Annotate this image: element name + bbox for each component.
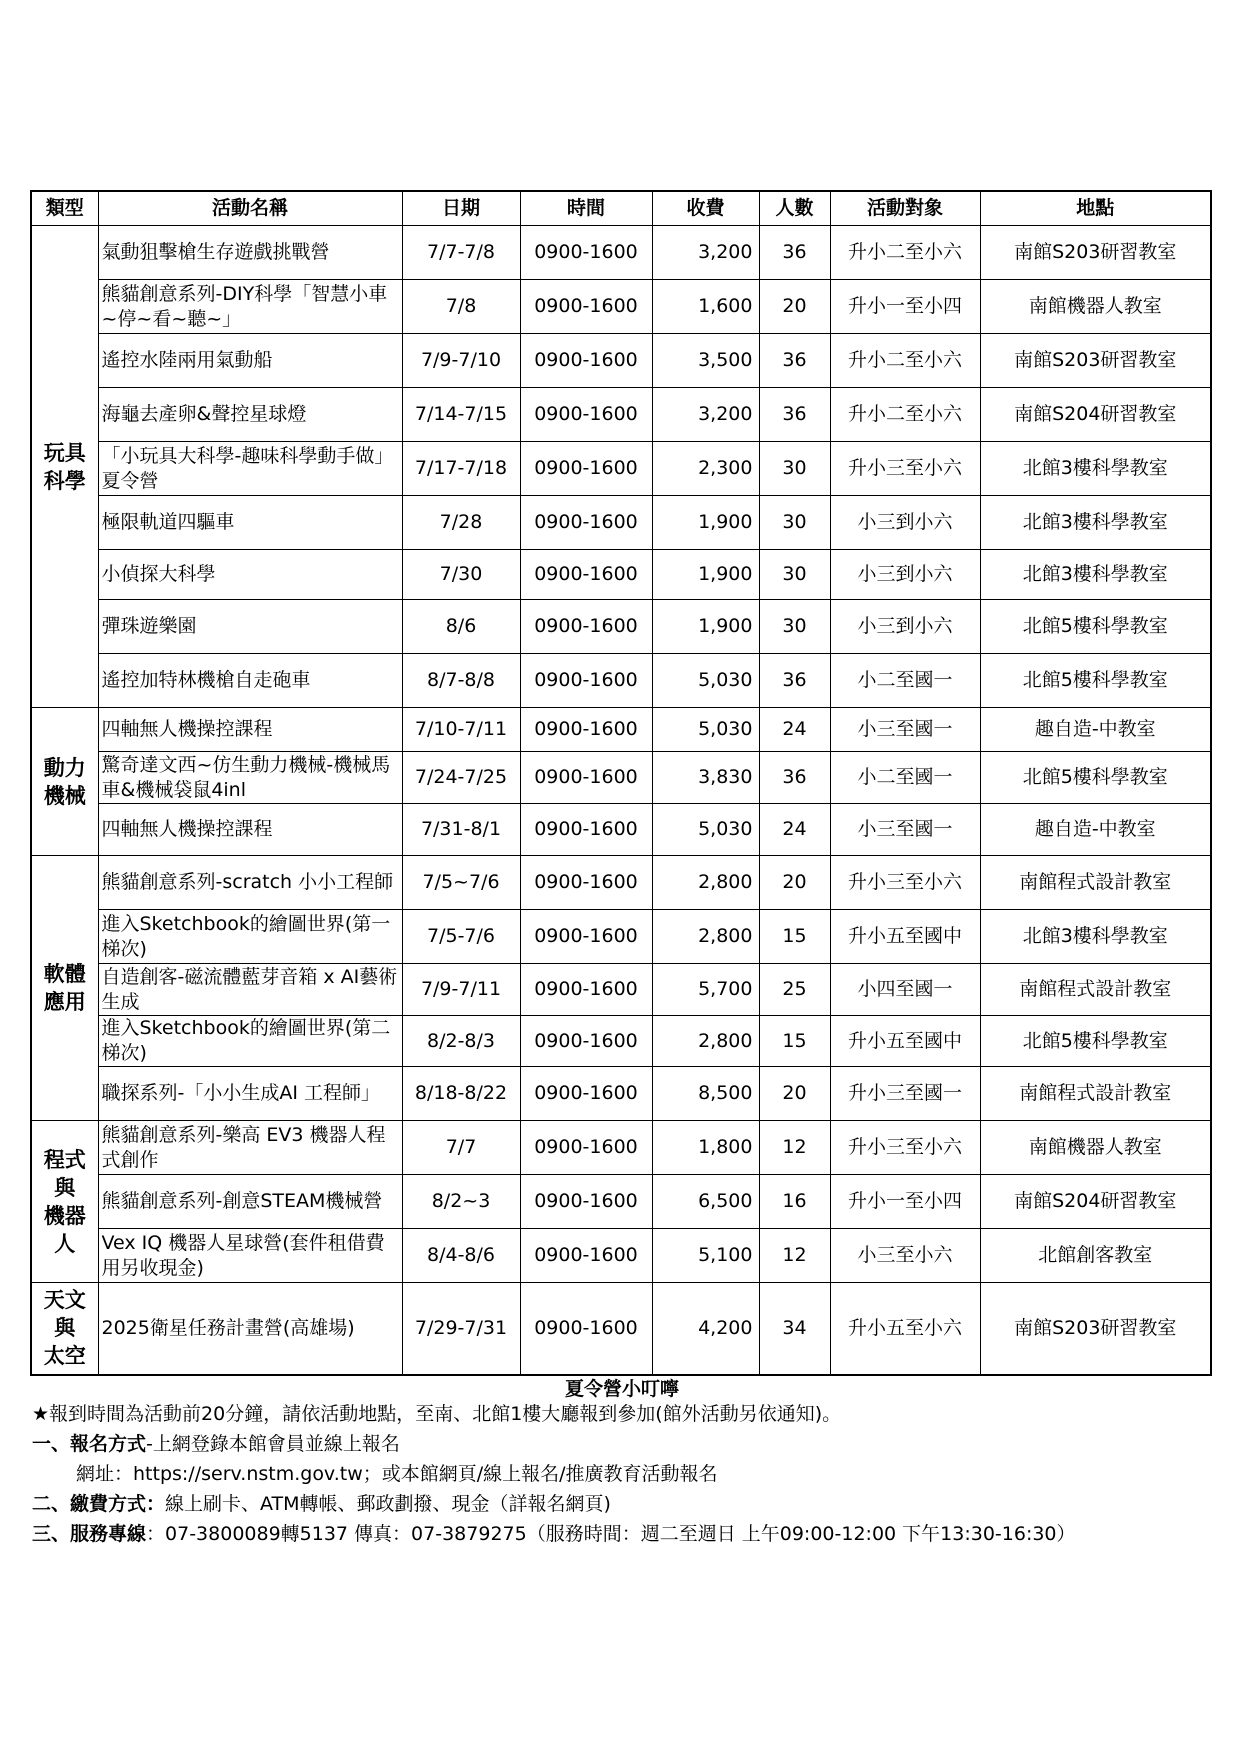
activity-place: 南館程式設計教室	[980, 1067, 1211, 1121]
activity-name: Vex IQ 機器人星球營(套件租借費用另收現金)	[98, 1229, 402, 1283]
activity-date: 7/17-7/18	[402, 442, 520, 496]
activity-target: 小四至國一	[830, 964, 980, 1016]
table-row	[31, 1121, 1211, 1175]
activity-name: 「小玩具大科學-趣味科學動手做」夏令營	[98, 442, 402, 496]
notes-registration	[32, 1431, 400, 1457]
activity-target: 升小三至國一	[830, 1067, 980, 1121]
registration-label: 一、報名方式	[32, 1433, 147, 1455]
activity-date: 7/7	[402, 1121, 520, 1175]
table-row	[31, 1283, 1211, 1375]
activity-count: 36	[759, 388, 830, 442]
activity-date: 8/2~3	[402, 1175, 520, 1229]
activity-time: 0900-1600	[520, 226, 652, 280]
table-row	[31, 752, 1211, 804]
category-label-part: 科學	[43, 468, 86, 493]
activity-name: 海龜去產卵&聲控星球燈	[98, 388, 402, 442]
table-row	[31, 226, 1211, 280]
activity-fee: 3,830	[652, 752, 759, 804]
activity-target: 升小三至小六	[830, 856, 980, 910]
activity-name: 遙控水陸兩用氣動船	[98, 334, 402, 388]
category-label-part: 機器	[43, 1203, 86, 1228]
activity-name: 氣動狙擊槍生存遊戲挑戰營	[98, 226, 402, 280]
activity-time: 0900-1600	[520, 1283, 652, 1375]
activity-count: 24	[759, 804, 830, 856]
activity-target: 小二至國一	[830, 654, 980, 708]
table-row	[31, 964, 1211, 1016]
table-row	[31, 910, 1211, 964]
activity-target: 升小三至小六	[830, 442, 980, 496]
activity-fee: 6,500	[652, 1175, 759, 1229]
activity-count: 15	[759, 1016, 830, 1067]
category-cell	[31, 1121, 98, 1283]
activity-count: 36	[759, 654, 830, 708]
activity-date: 8/2-8/3	[402, 1016, 520, 1067]
activity-count: 30	[759, 496, 830, 550]
activity-name: 自造創客-磁流體藍芽音箱 x AI藝術生成	[98, 964, 402, 1016]
camp-schedule-table	[30, 190, 1212, 1376]
activity-count: 36	[759, 226, 830, 280]
category-cell	[31, 1283, 98, 1375]
activity-date: 8/6	[402, 600, 520, 654]
activity-date: 8/7-8/8	[402, 654, 520, 708]
activity-target: 升小五至國中	[830, 1016, 980, 1067]
activity-count: 20	[759, 1067, 830, 1121]
category-cell	[31, 856, 98, 1121]
activity-fee: 5,030	[652, 654, 759, 708]
activity-fee: 5,700	[652, 964, 759, 1016]
activity-name: 職探系列-「小小生成AI 工程師」	[98, 1067, 402, 1121]
activity-date: 7/5~7/6	[402, 856, 520, 910]
activity-place: 北館3樓科學教室	[980, 496, 1211, 550]
activity-target: 升小三至小六	[830, 1121, 980, 1175]
activity-fee: 1,900	[652, 600, 759, 654]
activity-fee: 4,200	[652, 1283, 759, 1375]
activity-name: 小偵探大科學	[98, 550, 402, 600]
activity-name: 熊貓創意系列-創意STEAM機械營	[98, 1175, 402, 1229]
activity-fee: 1,900	[652, 496, 759, 550]
activity-fee: 3,500	[652, 334, 759, 388]
activity-time: 0900-1600	[520, 654, 652, 708]
category-label-part: 應用	[43, 990, 86, 1014]
activity-fee: 2,800	[652, 856, 759, 910]
hotline-text: ：07-3800089轉5137 傳真：07-3879275（服務時間：週二至週日 上午09:00-12:00 下午13:30-16:30）	[146, 1523, 1076, 1545]
category-label-part: 與	[54, 1175, 76, 1200]
header-fee: 收費	[652, 191, 759, 226]
activity-date: 7/14-7/15	[402, 388, 520, 442]
activity-target: 小三至國一	[830, 708, 980, 752]
table-row	[31, 388, 1211, 442]
table-row	[31, 334, 1211, 388]
activity-date: 7/30	[402, 550, 520, 600]
activity-count: 25	[759, 964, 830, 1016]
activity-count: 36	[759, 334, 830, 388]
activity-time: 0900-1600	[520, 1175, 652, 1229]
activity-fee: 1,900	[652, 550, 759, 600]
activity-time: 0900-1600	[520, 1121, 652, 1175]
activity-target: 升小二至小六	[830, 226, 980, 280]
activity-place: 北館3樓科學教室	[980, 442, 1211, 496]
table-row	[31, 496, 1211, 550]
activity-place: 北館創客教室	[980, 1229, 1211, 1283]
activity-count: 15	[759, 910, 830, 964]
activity-fee: 5,100	[652, 1229, 759, 1283]
activity-place: 北館5樓科學教室	[980, 654, 1211, 708]
activity-fee: 1,600	[652, 280, 759, 334]
activity-time: 0900-1600	[520, 964, 652, 1016]
activity-fee: 2,800	[652, 1016, 759, 1067]
table-row	[31, 1229, 1211, 1283]
activity-place: 趣自造-中教室	[980, 708, 1211, 752]
activity-time: 0900-1600	[520, 280, 652, 334]
notes-website: 網址：https://serv.nstm.gov.tw；或本館網頁/線上報名/推廣教育活動報名	[76, 1463, 718, 1485]
category-label-part: 動力	[43, 755, 86, 780]
activity-fee: 3,200	[652, 226, 759, 280]
payment-label: 二、繳費方式：	[32, 1493, 166, 1515]
activity-time: 0900-1600	[520, 708, 652, 752]
activity-name: 進入Sketchbook的繪圖世界(第一梯次)	[98, 910, 402, 964]
activity-target: 小三到小六	[830, 600, 980, 654]
activity-place: 南館程式設計教室	[980, 964, 1211, 1016]
activity-target: 升小五至國中	[830, 910, 980, 964]
activity-date: 7/9-7/11	[402, 964, 520, 1016]
activity-time: 0900-1600	[520, 1229, 652, 1283]
table-row	[31, 550, 1211, 600]
activity-name: 2025衛星任務計畫營(高雄場)	[98, 1283, 402, 1375]
notes-hotline	[32, 1521, 1076, 1547]
activity-place: 南館機器人教室	[980, 280, 1211, 334]
activity-date: 7/8	[402, 280, 520, 334]
activity-count: 34	[759, 1283, 830, 1375]
activity-date: 7/5-7/6	[402, 910, 520, 964]
activity-count: 36	[759, 752, 830, 804]
header-date: 日期	[402, 191, 520, 226]
activity-name: 驚奇達文西~仿生動力機械-機械馬車&機械袋鼠4inl	[98, 752, 402, 804]
table-row	[31, 708, 1211, 752]
table-row	[31, 804, 1211, 856]
activity-count: 20	[759, 856, 830, 910]
category-cell	[31, 226, 98, 708]
activity-place: 北館5樓科學教室	[980, 752, 1211, 804]
activity-date: 7/9-7/10	[402, 334, 520, 388]
header-count: 人數	[759, 191, 830, 226]
activity-date: 7/10-7/11	[402, 708, 520, 752]
table-row	[31, 1067, 1211, 1121]
registration-text: -上網登錄本館會員並線上報名	[146, 1433, 400, 1455]
activity-count: 30	[759, 550, 830, 600]
activity-target: 升小二至小六	[830, 388, 980, 442]
activity-fee: 2,800	[652, 910, 759, 964]
activity-target: 小三到小六	[830, 496, 980, 550]
activity-place: 北館5樓科學教室	[980, 600, 1211, 654]
activity-time: 0900-1600	[520, 388, 652, 442]
activity-name: 熊貓創意系列-scratch 小小工程師	[98, 856, 402, 910]
table-row	[31, 442, 1211, 496]
activity-target: 小三至小六	[830, 1229, 980, 1283]
activity-place: 趣自造-中教室	[980, 804, 1211, 856]
activity-name: 四軸無人機操控課程	[98, 708, 402, 752]
activity-place: 南館S203研習教室	[980, 334, 1211, 388]
hotline-label: 三、服務專線	[32, 1523, 147, 1545]
category-label-part: 程式	[43, 1147, 86, 1172]
activity-name: 熊貓創意系列-DIY科學「智慧小車~停~看~聽~」	[98, 280, 402, 334]
activity-count: 30	[759, 600, 830, 654]
activity-time: 0900-1600	[520, 910, 652, 964]
activity-place: 南館S203研習教室	[980, 226, 1211, 280]
activity-fee: 5,030	[652, 804, 759, 856]
activity-count: 20	[759, 280, 830, 334]
activity-time: 0900-1600	[520, 1016, 652, 1067]
activity-count: 30	[759, 442, 830, 496]
activity-target: 小三至國一	[830, 804, 980, 856]
activity-count: 12	[759, 1229, 830, 1283]
activity-name: 遙控加特林機槍自走砲車	[98, 654, 402, 708]
activity-name: 極限軌道四驅車	[98, 496, 402, 550]
header-place: 地點	[980, 191, 1211, 226]
category-label-part: 與	[54, 1316, 76, 1341]
activity-date: 7/7-7/8	[402, 226, 520, 280]
activity-place: 北館5樓科學教室	[980, 1016, 1211, 1067]
activity-target: 升小一至小四	[830, 280, 980, 334]
activity-place: 南館程式設計教室	[980, 856, 1211, 910]
activity-time: 0900-1600	[520, 752, 652, 804]
notes-checkin: ★報到時間為活動前20分鐘，請依活動地點，至南、北館1樓大廳報到參加(館外活動另依通知)。	[32, 1403, 842, 1425]
header-target: 活動對象	[830, 191, 980, 226]
activity-target: 升小五至小六	[830, 1283, 980, 1375]
header-row	[31, 191, 1211, 226]
activity-date: 8/4-8/6	[402, 1229, 520, 1283]
header-name: 活動名稱	[98, 191, 402, 226]
activity-count: 12	[759, 1121, 830, 1175]
activity-date: 7/24-7/25	[402, 752, 520, 804]
activity-target: 小三到小六	[830, 550, 980, 600]
category-label-part: 玩具	[43, 440, 86, 465]
table-row	[31, 856, 1211, 910]
activity-time: 0900-1600	[520, 496, 652, 550]
activity-place: 南館S204研習教室	[980, 388, 1211, 442]
payment-text: 線上刷卡、ATM轉帳、郵政劃撥、現金（詳報名網頁)	[165, 1493, 611, 1515]
activity-place: 北館3樓科學教室	[980, 550, 1211, 600]
category-label-part: 機械	[43, 783, 86, 808]
activity-time: 0900-1600	[520, 442, 652, 496]
activity-name: 四軸無人機操控課程	[98, 804, 402, 856]
activity-place: 北館3樓科學教室	[980, 910, 1211, 964]
activity-name: 進入Sketchbook的繪圖世界(第二梯次)	[98, 1016, 402, 1067]
activity-place: 南館S203研習教室	[980, 1283, 1211, 1375]
table-row	[31, 1175, 1211, 1229]
table-row	[31, 600, 1211, 654]
activity-time: 0900-1600	[520, 550, 652, 600]
activity-count: 16	[759, 1175, 830, 1229]
activity-date: 7/29-7/31	[402, 1283, 520, 1375]
activity-fee: 1,800	[652, 1121, 759, 1175]
activity-place: 南館機器人教室	[980, 1121, 1211, 1175]
activity-time: 0900-1600	[520, 1067, 652, 1121]
activity-fee: 3,200	[652, 388, 759, 442]
table-row	[31, 280, 1211, 334]
activity-time: 0900-1600	[520, 856, 652, 910]
activity-fee: 8,500	[652, 1067, 759, 1121]
activity-date: 7/31-8/1	[402, 804, 520, 856]
activity-place: 南館S204研習教室	[980, 1175, 1211, 1229]
category-label-part: 太空	[43, 1344, 86, 1369]
activity-name: 熊貓創意系列-樂高 EV3 機器人程式創作	[98, 1121, 402, 1175]
activity-target: 升小二至小六	[830, 334, 980, 388]
activity-date: 7/28	[402, 496, 520, 550]
category-label-part: 人	[54, 1231, 76, 1256]
activity-name: 彈珠遊樂園	[98, 600, 402, 654]
table-row	[31, 654, 1211, 708]
header-time: 時間	[520, 191, 652, 226]
activity-count: 24	[759, 708, 830, 752]
activity-fee: 5,030	[652, 708, 759, 752]
activity-target: 升小一至小四	[830, 1175, 980, 1229]
activity-fee: 2,300	[652, 442, 759, 496]
activity-time: 0900-1600	[520, 804, 652, 856]
notes-payment	[32, 1491, 611, 1517]
activity-target: 小二至國一	[830, 752, 980, 804]
header-category: 類型	[31, 191, 98, 226]
category-cell	[31, 708, 98, 856]
category-label-part: 天文	[43, 1288, 86, 1313]
activity-date: 8/18-8/22	[402, 1067, 520, 1121]
table-row	[31, 1016, 1211, 1067]
category-label-part: 軟體	[43, 962, 86, 986]
notes-heading: 夏令營小叮嚀	[564, 1378, 679, 1400]
activity-time: 0900-1600	[520, 334, 652, 388]
activity-time: 0900-1600	[520, 600, 652, 654]
